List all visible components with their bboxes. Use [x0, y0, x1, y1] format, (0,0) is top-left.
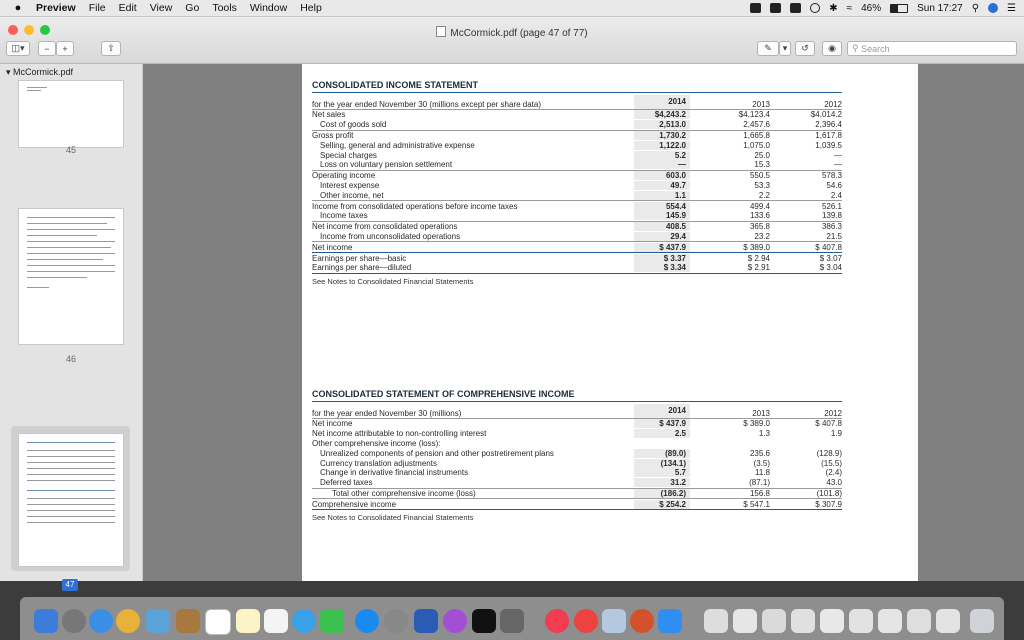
income-row — [312, 211, 842, 221]
income-value-2013: 1,665.8 — [743, 130, 770, 140]
comprehensive-row-label: Comprehensive income — [312, 499, 397, 509]
income-value-2014: 49.7 — [634, 181, 690, 190]
income-row-label: Other income, net — [320, 190, 384, 200]
annotate-button[interactable]: ◉ — [822, 41, 842, 56]
comprehensive-value-2013: (3.5) — [753, 458, 770, 468]
income-row-label: Loss on voluntary pension settlement — [320, 160, 453, 170]
income-value-2014: 145.9 — [634, 211, 690, 220]
comprehensive-value-2014: 2.5 — [634, 429, 690, 438]
income-row-label: Special charges — [320, 150, 377, 160]
status-5-icon[interactable] — [790, 3, 801, 13]
page-number-45: 45 — [65, 145, 76, 155]
preview-icon[interactable] — [602, 609, 626, 633]
income-value-2014: 2,513.0 — [634, 120, 690, 129]
music-icon[interactable] — [545, 609, 569, 633]
income-row — [312, 221, 842, 232]
reminders-icon[interactable] — [264, 609, 288, 633]
menu-file[interactable]: File — [88, 2, 106, 14]
status-app-icon[interactable] — [750, 3, 761, 13]
year-2014: 2014 — [634, 95, 690, 109]
comprehensive-row-label: Total other comprehensive income (loss) — [332, 488, 476, 498]
income-value-2012: 1,617.8 — [815, 130, 842, 140]
income-value-2014: $ 3.37 — [634, 254, 690, 263]
comprehensive-note: See Notes to Consolidated Financial Statements — [312, 513, 474, 523]
comprehensive-value-2012: $ 307.9 — [815, 499, 842, 509]
system-preferences-icon[interactable] — [384, 609, 408, 633]
page-thumbnail-46[interactable] — [18, 208, 124, 345]
income-row — [312, 253, 842, 263]
comprehensive-value-2014: (186.2) — [634, 489, 690, 498]
comprehensive-rows — [312, 419, 842, 510]
income-row — [312, 120, 842, 130]
battery-percent[interactable]: 46% — [861, 2, 882, 14]
comprehensive-row — [312, 478, 842, 488]
comprehensive-value-2013: 1.3 — [758, 429, 770, 439]
income-value-2014: 1,730.2 — [634, 131, 690, 140]
income-value-2013: 25.0 — [754, 150, 770, 160]
income-value-2012: 21.5 — [826, 231, 842, 241]
chrome-icon[interactable] — [116, 609, 140, 633]
menu-go[interactable]: Go — [185, 2, 200, 14]
year-2014: 2014 — [634, 404, 690, 418]
income-value-2013: 53.3 — [754, 180, 770, 190]
income-header-row — [312, 95, 842, 110]
income-value-2012: $ 3.07 — [819, 253, 842, 263]
preview-window — [0, 17, 1024, 589]
income-row-label: Interest expense — [320, 180, 380, 190]
menu-app-name[interactable]: Preview — [36, 2, 76, 14]
income-row-label: Selling, general and administrative expense — [320, 140, 475, 150]
income-row-label: Net income — [312, 242, 353, 252]
launchpad-icon[interactable] — [62, 609, 86, 633]
share-button[interactable]: ⇧ — [101, 41, 121, 56]
sidebar-document-title[interactable]: ▾ McCormick.pdf — [6, 67, 74, 77]
year-2013: 2013 — [752, 100, 770, 109]
income-row — [312, 263, 842, 274]
income-row-label: Earnings per share—diluted — [312, 263, 412, 273]
income-row — [312, 110, 842, 120]
powerpoint-icon[interactable] — [630, 609, 654, 633]
comprehensive-value-2013: 11.8 — [755, 468, 770, 478]
safari-icon[interactable] — [89, 609, 113, 633]
document-view[interactable] — [143, 64, 1024, 581]
menu-edit[interactable]: Edit — [118, 2, 137, 14]
siri-icon[interactable] — [988, 3, 998, 13]
income-note: See Notes to Consolidated Financial Statements — [312, 276, 474, 286]
comprehensive-row — [312, 429, 842, 439]
word-icon[interactable] — [414, 609, 438, 633]
income-row — [312, 190, 842, 200]
pdf-page — [302, 64, 918, 581]
income-value-2012: — — [834, 160, 842, 170]
comprehensive-row-label: Deferred taxes — [320, 478, 373, 488]
income-rows — [312, 110, 842, 274]
income-value-2014: 1,122.0 — [634, 141, 690, 150]
zoom-out-button[interactable]: − — [38, 41, 56, 56]
comprehensive-row — [312, 498, 842, 510]
dropbox-icon[interactable] — [770, 3, 781, 13]
comprehensive-value-2012: (15.5) — [821, 458, 842, 468]
bluetooth-icon[interactable]: ✱ — [829, 2, 838, 14]
income-row — [312, 200, 842, 211]
income-value-2014: $ 3.34 — [634, 263, 690, 272]
income-value-2013: 23.2 — [754, 231, 770, 241]
menu-tools[interactable]: Tools — [212, 2, 237, 14]
income-value-2012: 54.6 — [826, 180, 842, 190]
income-row-label: Income from unconsolidated operations — [320, 231, 461, 241]
income-row — [312, 170, 842, 181]
news-icon[interactable] — [574, 609, 598, 633]
income-value-2013: 1,075.0 — [743, 140, 770, 150]
comprehensive-row-label: Net income attributable to non-controlling interest — [312, 429, 487, 439]
comprehensive-header-row — [312, 404, 842, 419]
income-value-2013: $ 389.0 — [743, 242, 770, 252]
disclosure-triangle-icon[interactable]: ▾ — [6, 67, 11, 77]
clock[interactable]: Sun 17:27 — [917, 2, 963, 14]
comprehensive-value-2013: 235.6 — [749, 448, 770, 458]
podcasts-icon[interactable] — [443, 609, 467, 633]
income-value-2013: 2.2 — [758, 190, 770, 200]
search-field[interactable]: ⚲ Search — [847, 41, 1017, 56]
comprehensive-value-2013: $ 389.0 — [743, 419, 770, 429]
comprehensive-row — [312, 468, 842, 478]
comprehensive-value-2012: $ 407.8 — [815, 419, 842, 429]
income-row-label: Net sales — [312, 110, 346, 120]
recent-window-3-icon[interactable] — [762, 609, 786, 633]
comprehensive-value-2013: (87.1) — [749, 478, 770, 488]
recent-window-4-icon[interactable] — [791, 609, 815, 633]
income-value-2014: $ 437.9 — [634, 243, 690, 252]
income-row-label: Cost of goods sold — [320, 120, 387, 130]
messages-icon[interactable] — [292, 609, 316, 633]
income-row — [312, 241, 842, 253]
menu-window[interactable]: Window — [249, 2, 288, 14]
income-row-label: Income from consolidated operations before income taxes — [312, 201, 518, 211]
year-2013: 2013 — [752, 409, 770, 418]
income-row — [312, 181, 842, 191]
trash-icon[interactable] — [970, 609, 994, 633]
income-row — [312, 160, 842, 170]
income-row-label: Income taxes — [320, 211, 368, 221]
menu-help[interactable]: Help — [300, 2, 322, 14]
comprehensive-value-2014: $ 437.9 — [634, 419, 690, 428]
apple-menu-icon[interactable]: ● — [14, 2, 22, 14]
income-value-2013: $ 2.94 — [747, 253, 770, 263]
income-row — [312, 130, 842, 141]
income-value-2012: $ 407.8 — [815, 242, 842, 252]
comprehensive-value-2012: (128.9) — [816, 448, 842, 458]
recent-window-1-icon[interactable] — [704, 609, 728, 633]
comprehensive-value-2013: $ 547.1 — [743, 499, 770, 509]
year-2012: 2012 — [824, 409, 842, 418]
income-value-2013: 550.5 — [749, 171, 770, 181]
income-value-2012: $4,014.2 — [810, 110, 842, 120]
income-value-2014: 603.0 — [634, 171, 690, 180]
contacts-icon[interactable] — [176, 609, 200, 633]
comprehensive-row-label: Net income — [312, 419, 353, 429]
income-value-2013: $4,123.4 — [738, 110, 770, 120]
menu-view[interactable]: View — [149, 2, 173, 14]
comprehensive-value-2012: (101.8) — [816, 488, 842, 498]
mail-icon[interactable] — [146, 609, 170, 633]
calendar-icon[interactable] — [205, 609, 231, 635]
income-value-2014: 1.1 — [634, 191, 690, 200]
zoom-in-button[interactable]: + — [56, 41, 74, 56]
year-2012: 2012 — [824, 100, 842, 109]
comprehensive-value-2014: (89.0) — [634, 449, 690, 458]
income-header-label: for the year ended November 30 (millions except per share data) — [312, 100, 542, 109]
income-row-label: Net income from consolidated operations — [312, 222, 458, 232]
app-store-icon[interactable] — [355, 609, 379, 633]
zoom-icon[interactable] — [658, 609, 682, 633]
markup-dropdown-button[interactable]: ▾ — [779, 41, 791, 56]
income-value-2013: $ 2.91 — [747, 263, 770, 273]
battery-icon[interactable] — [890, 4, 908, 13]
income-value-2012: 2,396.4 — [815, 120, 842, 130]
comprehensive-value-2013: 156.8 — [749, 488, 770, 498]
comprehensive-value-2014: 31.2 — [634, 478, 690, 487]
income-row-label: Earnings per share—basic — [312, 253, 407, 263]
page-number-46: 46 — [65, 354, 76, 364]
finder-icon[interactable] — [34, 609, 58, 633]
recent-window-2-icon[interactable] — [733, 609, 757, 633]
comprehensive-row — [312, 458, 842, 468]
recent-window-5-icon[interactable] — [820, 609, 844, 633]
income-statement — [312, 80, 842, 286]
page-thumbnail-45[interactable] — [18, 80, 124, 148]
income-row-label: Gross profit — [312, 130, 354, 140]
sidebar-toggle-button[interactable]: ◫▾ — [6, 41, 30, 56]
income-statement-title: CONSOLIDATED INCOME STATEMENT — [312, 80, 842, 93]
comprehensive-row-label: Other comprehensive income (loss): — [312, 438, 441, 448]
income-value-2012: $ 3.04 — [819, 263, 842, 273]
income-row — [312, 140, 842, 150]
income-value-2012: 526.1 — [821, 201, 842, 211]
comprehensive-header-label: for the year ended November 30 (millions) — [312, 409, 462, 418]
markup-pen-button[interactable]: ✎ — [757, 41, 779, 56]
document-icon — [436, 26, 446, 37]
income-value-2013: 2,457.6 — [743, 120, 770, 130]
income-value-2014: — — [634, 160, 690, 169]
notes-icon[interactable] — [236, 609, 260, 633]
income-row — [312, 150, 842, 160]
facetime-icon[interactable] — [320, 609, 344, 633]
income-value-2012: 1,039.5 — [815, 140, 842, 150]
recent-window-7-icon[interactable] — [878, 609, 902, 633]
comprehensive-row-label: Change in derivative financial instruments — [320, 468, 469, 478]
comprehensive-value-2012: (2.4) — [825, 468, 842, 478]
income-value-2012: 139.8 — [821, 211, 842, 221]
comprehensive-row — [312, 488, 842, 499]
menu-bar — [0, 0, 1024, 17]
income-value-2013: 15.3 — [754, 160, 770, 170]
comprehensive-value-2012: 1.9 — [830, 429, 842, 439]
comprehensive-row — [312, 448, 842, 458]
spotlight-search-icon[interactable]: ⚲ — [971, 2, 980, 14]
income-value-2012: 578.3 — [821, 171, 842, 181]
rotate-button[interactable]: ↺ — [795, 41, 815, 56]
comprehensive-row-label: Unrealized components of pension and other postretirement plans — [320, 448, 554, 458]
comprehensive-row — [312, 439, 842, 449]
photo-booth-icon[interactable] — [500, 609, 524, 633]
income-value-2014: $4,243.2 — [634, 110, 690, 119]
search-icon: ⚲ — [852, 43, 862, 53]
income-row — [312, 232, 842, 242]
comprehensive-income-statement — [312, 389, 842, 522]
income-value-2014: 408.5 — [634, 222, 690, 231]
comprehensive-value-2014: $ 254.2 — [634, 500, 690, 509]
notification-center-icon[interactable]: ☰ — [1007, 2, 1016, 14]
comprehensive-row-label: Currency translation adjustments — [320, 458, 437, 468]
current-page-badge: 47 — [62, 579, 78, 591]
comprehensive-value-2012: 43.0 — [826, 478, 842, 488]
income-value-2014: 29.4 — [634, 232, 690, 241]
income-value-2013: 133.6 — [749, 211, 770, 221]
recent-window-8-icon[interactable] — [907, 609, 931, 633]
thumbnail-sidebar — [0, 64, 143, 589]
income-value-2012: 386.3 — [821, 222, 842, 232]
comprehensive-row — [312, 419, 842, 429]
comprehensive-value-2014: 5.7 — [634, 468, 690, 477]
income-value-2013: 365.8 — [749, 222, 770, 232]
income-value-2013: 499.4 — [749, 201, 770, 211]
title-bar — [0, 17, 1024, 64]
wifi-icon[interactable]: ≈ — [846, 2, 853, 14]
income-row-label: Operating income — [312, 171, 376, 181]
status-circle-icon[interactable] — [810, 3, 820, 13]
recent-window-6-icon[interactable] — [849, 609, 873, 633]
income-value-2012: 2.4 — [830, 190, 842, 200]
income-value-2014: 5.2 — [634, 151, 690, 160]
comprehensive-statement-title: CONSOLIDATED STATEMENT OF COMPREHENSIVE INCOME — [312, 389, 842, 402]
recent-window-9-icon[interactable] — [936, 609, 960, 633]
comprehensive-value-2014: (134.1) — [634, 459, 690, 468]
page-thumbnail-47[interactable] — [18, 433, 124, 567]
income-value-2012: — — [834, 150, 842, 160]
income-value-2014: 554.4 — [634, 202, 690, 211]
window-title: McCormick.pdf (page 47 of 77) — [0, 26, 1024, 39]
tv-icon[interactable] — [472, 609, 496, 633]
